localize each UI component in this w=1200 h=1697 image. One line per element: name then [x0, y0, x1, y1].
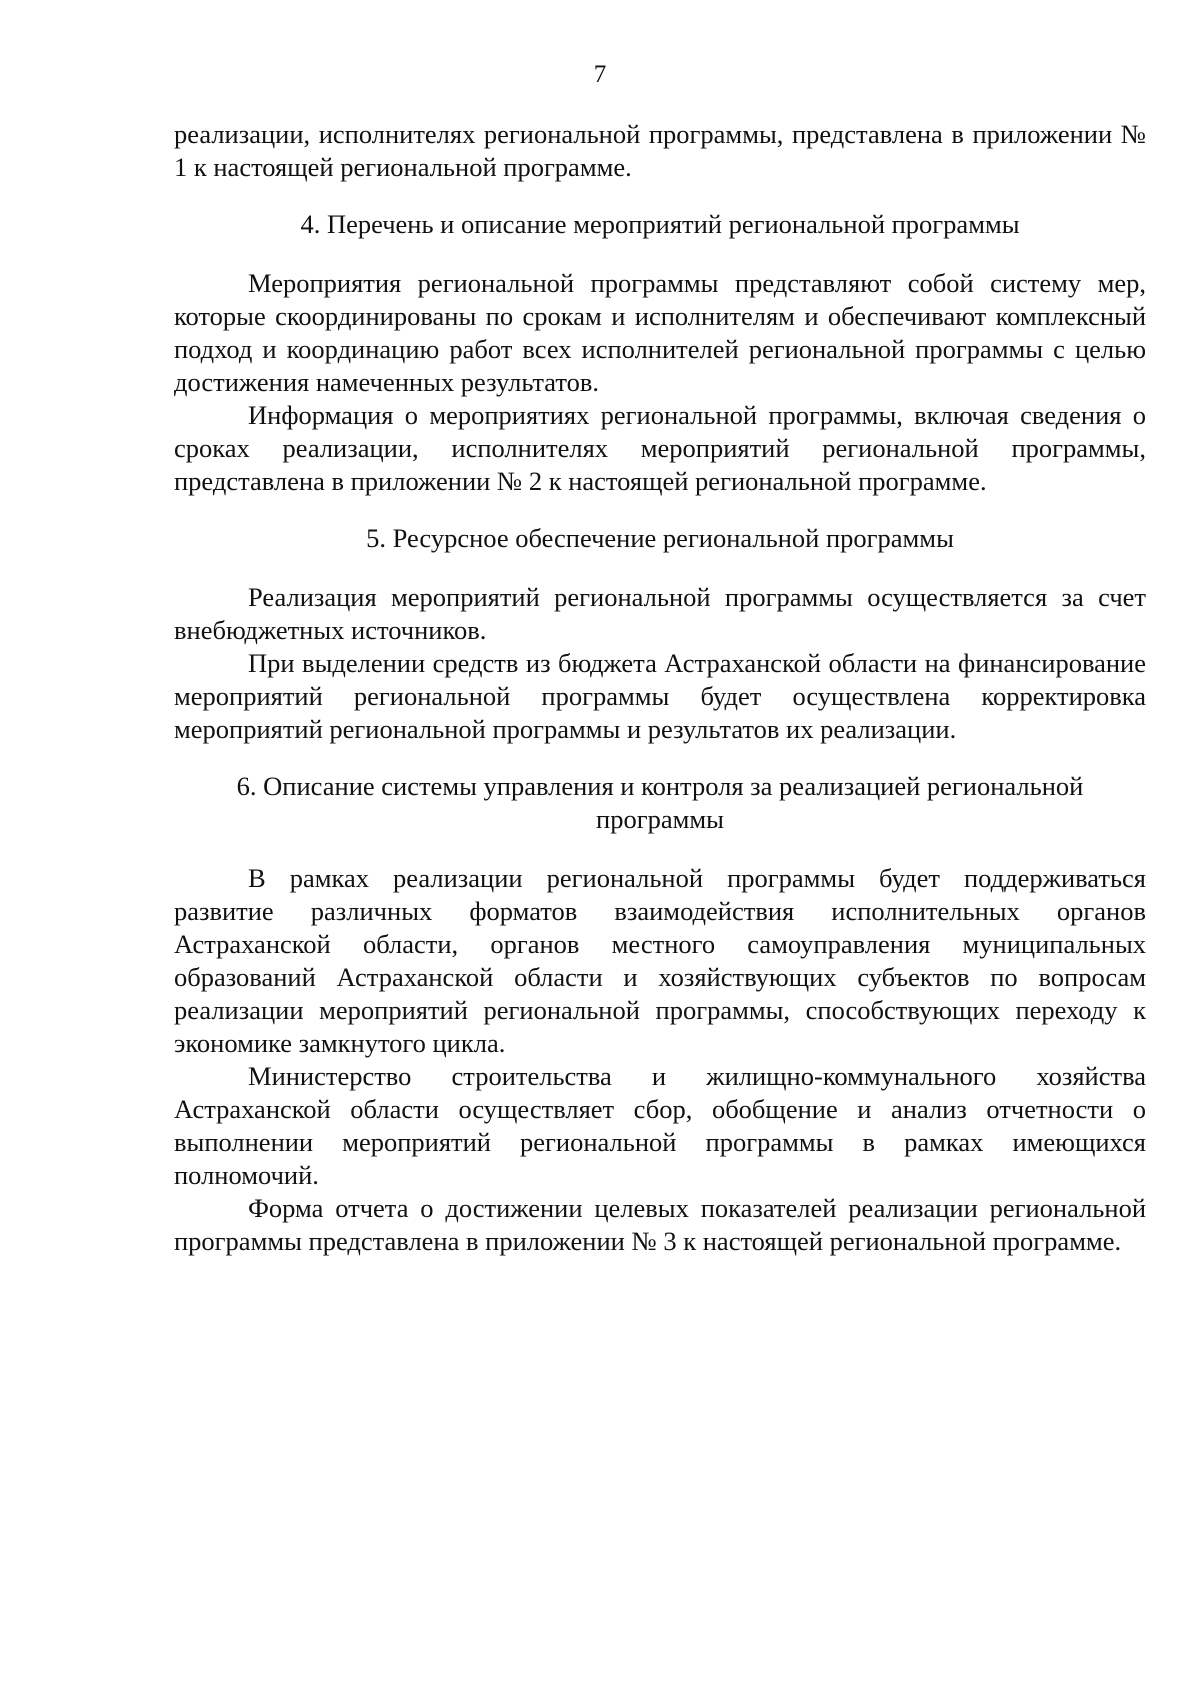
- section-4-heading: 4. Перечень и описание мероприятий региональной программы: [300, 209, 1020, 239]
- page-content: [174, 118, 1146, 1258]
- section-6-heading: 6. Описание системы управления и контроля за реализацией региональной программы: [236, 771, 1084, 834]
- section-4-paragraph-2: Информация о мероприятиях региональной программы, включая сведения о сроках реализации, исполнителях мероприятий региональной программы, представлена в приложении № 2 к настоящей региональной программе.: [174, 400, 1146, 496]
- intro-paragraph: реализации, исполнителях региональной программы, представлена в приложении № 1 к настоящей региональной программе.: [174, 119, 1146, 182]
- page-number: 7: [593, 61, 607, 88]
- section-6-paragraph-1: В рамках реализации региональной программы будет поддерживаться развитие различных форматов взаимодействия исполнительных органов Астраханской области, органов местного самоуправления муниципальных образований Астраханской области и хозяйствующих субъектов по вопросам реализации мероприятий региональной программы, способствующих переходу к экономике замкнутого цикла.: [174, 863, 1146, 1058]
- section-5-paragraph-2: При выделении средств из бюджета Астраханской области на финансирование мероприятий региональной программы будет осуществлена корректировка мероприятий региональной программы и результатов их реализации.: [174, 648, 1146, 744]
- section-6-paragraph-2: Министерство строительства и жилищно-коммунального хозяйства Астраханской области осуществляет сбор, обобщение и анализ отчетности о выполнении мероприятий региональной программы в рамках имеющихся полномочий.: [174, 1061, 1146, 1190]
- section-6-paragraph-3: Форма отчета о достижении целевых показателей реализации региональной программы представлена в приложении № 3 к настоящей региональной программе.: [174, 1193, 1146, 1256]
- section-5-heading: 5. Ресурсное обеспечение региональной программы: [366, 523, 954, 553]
- section-4-paragraph-1: Мероприятия региональной программы представляют собой систему мер, которые скоординированы по срокам и исполнителям и обеспечивают комплексный подход и координацию работ всех исполнителей региональной программы с целью достижения намеченных результатов.: [174, 268, 1146, 397]
- section-5-paragraph-1: Реализация мероприятий региональной программы осуществляется за счет внебюджетных источников.: [174, 582, 1146, 645]
